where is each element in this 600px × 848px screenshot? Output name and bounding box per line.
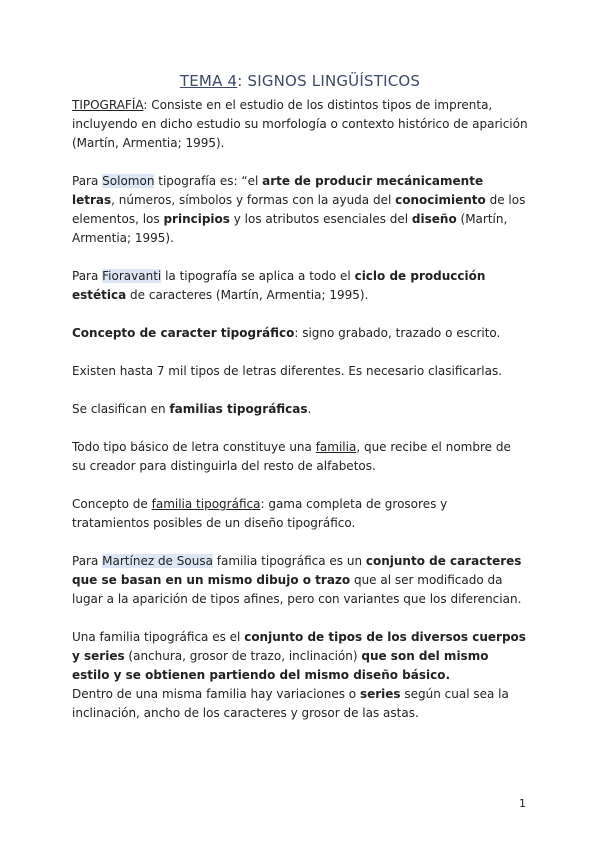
paragraph-se-clasifican [72,400,528,419]
bold-span: principios [163,212,230,226]
paragraph-concepto-caracter [72,324,528,343]
text-span: tipografía es: “el [154,174,263,188]
text-span: , que recibe el nombre de su creador para distinguirla del resto de alfabetos. [72,440,511,473]
page-number: 1 [519,797,526,810]
bold-span: diseño [411,212,457,226]
paragraph-existen: Existen hasta 7 mil tipos de letras diferentes. Es necesario clasificarlas. [72,364,503,378]
bold-span: familias tipográficas [169,402,308,416]
underlined-term: familia tipográfica [151,497,261,511]
paragraph-solomon [72,172,528,248]
bold-span: ciclo de producción estética [72,269,486,302]
bold-span: conocimiento [395,193,486,207]
text-span: y los atributos esenciales del [229,212,412,226]
text-span: según cual sea la inclinación, ancho de los caracteres y grosor de las astas. [72,687,509,720]
text-span: Todo tipo básico de letra constituye una [72,440,316,454]
bold-span: series [359,687,401,701]
text-span: Para [72,269,103,283]
paragraph-fioravanti [72,267,528,305]
text-span: : Consiste en el estudio de los distintos tipos de imprenta, incluyendo en dicho estudio su morfología o contexto histórico de aparición (Martín, Armentia; 1995). [72,98,528,150]
text-span: la tipografía se aplica a todo el [161,269,355,283]
bold-span: que son del mismo estilo y se obtienen partiendo del mismo diseño básico. [72,649,489,682]
bold-span: conjunto de caracteres que se basan en un mismo dibujo o trazo [72,554,522,587]
paragraph-todo-tipo [72,438,528,476]
text-span: : signo grabado, trazado o escrito. [294,326,501,340]
paragraph-dentro [72,685,528,723]
author-fioravanti: Fioravanti [102,269,162,283]
title-subject: : SIGNOS LINGÜÍSTICOS [237,72,421,90]
text-span: que al ser modificado da lugar a la aparición de tipos afines, pero con variantes que los diferencian. [72,573,522,606]
text-span: . [307,402,312,416]
text-span: de caracteres (Martín, Armentia; 1995). [126,288,369,302]
text-span: Dentro de una misma familia hay variaciones o [72,687,360,701]
text-span: Una familia tipográfica es el [72,630,245,644]
text-span: Se clasifican en [72,402,170,416]
bold-span: conjunto de tipos de los diversos cuerpos y series [72,630,526,663]
bold-span: Concepto de caracter tipográfico [72,326,295,340]
text-span: , números, símbolos y formas con la ayuda del [111,193,396,207]
text-span: de los elementos, los [72,193,526,226]
paragraph-tipografia [72,96,528,153]
text-span: Para [72,554,103,568]
paragraph-una-familia [72,628,528,685]
text-span: (Martín, Armentia; 1995). [72,212,508,245]
text-span: (anchura, grosor de trazo, inclinación) [124,649,362,663]
author-solomon: Solomon [102,174,155,188]
underlined-term: familia [315,440,357,454]
page-title [72,72,528,90]
title-topic: TEMA 4 [179,72,238,90]
bold-span: arte de producir mecánicamente letras [72,174,484,207]
author-martinez: Martínez de Sousa [102,554,213,568]
text-span: Concepto de [72,497,152,511]
paragraph-concepto-familia [72,495,528,533]
text-span: familia tipográfica es un [212,554,366,568]
text-span: : gama completa de grosores y tratamientos posibles de un diseño tipográfico. [72,497,448,530]
paragraph-martinez [72,552,528,609]
term-tipografia: TIPOGRAFÍA [72,98,144,112]
text-span: Para [72,174,103,188]
